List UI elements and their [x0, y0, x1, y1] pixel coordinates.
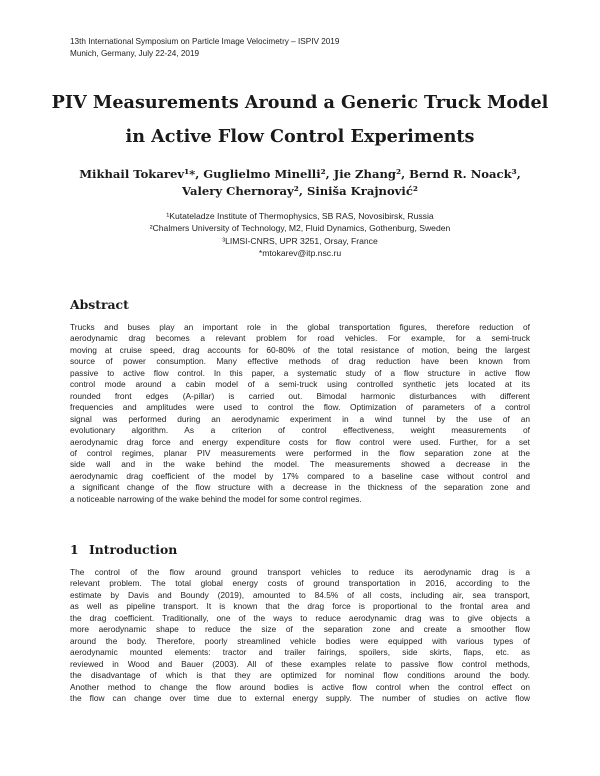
abstract-line: signal was performed during an aerodynamic experiment in a wind tunnel by the use of an: [70, 413, 530, 424]
authors-line-2: Valery Chernoray², Siniša Krajnović²: [182, 184, 418, 198]
introduction-line: aerodynamic mounted elements: tractor and trailer fairings, spoilers, side skirts, flaps, etc. as: [70, 647, 530, 658]
abstract-line: passive to active flow control. In this paper, a systematic study of a flow structure in active flow: [70, 367, 530, 378]
introduction-line: the flow can change over time due to external energy supply. The number of studies on active flow: [70, 692, 530, 703]
introduction-line: relevant problem. The total global energy costs of ground transportation in 2016, according to the: [70, 578, 530, 589]
abstract-line: evolutionary algorithm. As a criterion of control effectiveness, weight measurements of: [70, 425, 530, 436]
introduction-line: reviewed in Wood and Bauer (2003). All of these examples relate to passive flow control methods,: [70, 658, 530, 669]
introduction-body: [70, 567, 530, 704]
introduction-line: Another method to change the flow around bodies is active flow control when the control effect on: [70, 681, 530, 692]
section-title: Introduction: [89, 542, 178, 557]
abstract-line: rounded front edges (A-pillar) is carried out. Bimodal harmonic disturbances with different: [70, 390, 530, 401]
authors-line-1: Mikhail Tokarev¹*, Guglielmo Minelli², Jie Zhang², Bernd R. Noack³,: [79, 167, 521, 181]
introduction-line: the disadvantage of which is that they are optimized for nominal flow conditions around the body.: [70, 670, 530, 681]
introduction-line: as well as pipeline transport. It is known that the drag force is proportional to the frontal area and: [70, 601, 530, 612]
introduction-heading: [70, 542, 177, 557]
conference-location-date: Munich, Germany, July 22-24, 2019: [70, 48, 200, 58]
introduction-line: estimate by Davis and Boundy (2019), amounted to 84.5% of all costs, including air, sea transport,: [70, 589, 530, 600]
abstract-heading: Abstract: [70, 297, 129, 312]
section-number: 1: [70, 542, 79, 557]
abstract-line: moving at cruise speed, drag accounts for 60-80% of the total resistance of motion, being the largest: [70, 344, 530, 355]
abstract-line: a significant change of the flow structure with a decrease in the thickness of the separation zone and: [70, 482, 530, 493]
paper-title-line-1: PIV Measurements Around a Generic Truck Model: [51, 92, 549, 113]
abstract-line: side wall and in the wake behind the model. The measurements showed a decrease in the: [70, 459, 530, 470]
abstract-line: of control regimes, planar PIV measurements were performed in the flow separation zone at the: [70, 447, 530, 458]
affiliation-2: ²Chalmers University of Technology, M2, Fluid Dynamics, Gothenburg, Sweden: [149, 223, 451, 234]
abstract-line: source of power consumption. Many effective methods of drag reduction have been known from: [70, 356, 530, 367]
affiliation-1: ¹Kutateladze Institute of Thermophysics, SB RAS, Novosibirsk, Russia: [166, 211, 434, 221]
affiliation-3: ³LIMSI-CNRS, UPR 3251, Orsay, France: [222, 235, 378, 246]
abstract-line: a noticeable narrowing of the wake behind the model for some control regimes.: [70, 493, 362, 504]
introduction-line: The control of the flow around ground transport vehicles to reduce its aerodynamic drag is a: [70, 567, 530, 577]
author-list: [40, 166, 560, 200]
introduction-line: more aerodynamic shape to reduce the size of the separation zone and create a smoother flow: [70, 624, 530, 635]
affiliations: [40, 210, 560, 260]
abstract-line: control mode around a cabin model of a semi-truck using controlled synthetic jets located at its: [70, 379, 530, 390]
introduction-line: around the body. Therefore, poorly streamlined vehicle bodies were equipped with various types of: [70, 635, 530, 646]
paper-title-line-2: in Active Flow Control Experiments: [125, 126, 475, 147]
abstract-line: aerodynamic drag coefficient of the model by 17% compared to a baseline case without control and: [70, 470, 530, 481]
conference-header: [70, 36, 339, 59]
conference-name: 13th International Symposium on Particle Image Velocimetry – ISPIV 2019: [70, 37, 340, 46]
abstract-body: [70, 322, 530, 505]
abstract-line: frequencies and amplitudes were used to control the flow. Optimization of parameters of a control: [70, 402, 530, 413]
corresponding-email: *mtokarev@itp.nsc.ru: [258, 248, 342, 259]
abstract-line: Trucks and buses play an important role in the global transportation figures, therefore reduction of: [70, 322, 530, 332]
abstract-line: aerodynamic drag force and energy expenditure costs for flow control were used. Further, for a set: [70, 436, 530, 447]
abstract-line: aerodynamic drag becomes a relevant problem for road vehicles. For example, for a semi-truck: [70, 333, 530, 344]
introduction-line: the drag coefficient. Traditionally, one of the ways to reduce aerodynamic drag was to give objects a: [70, 612, 530, 623]
